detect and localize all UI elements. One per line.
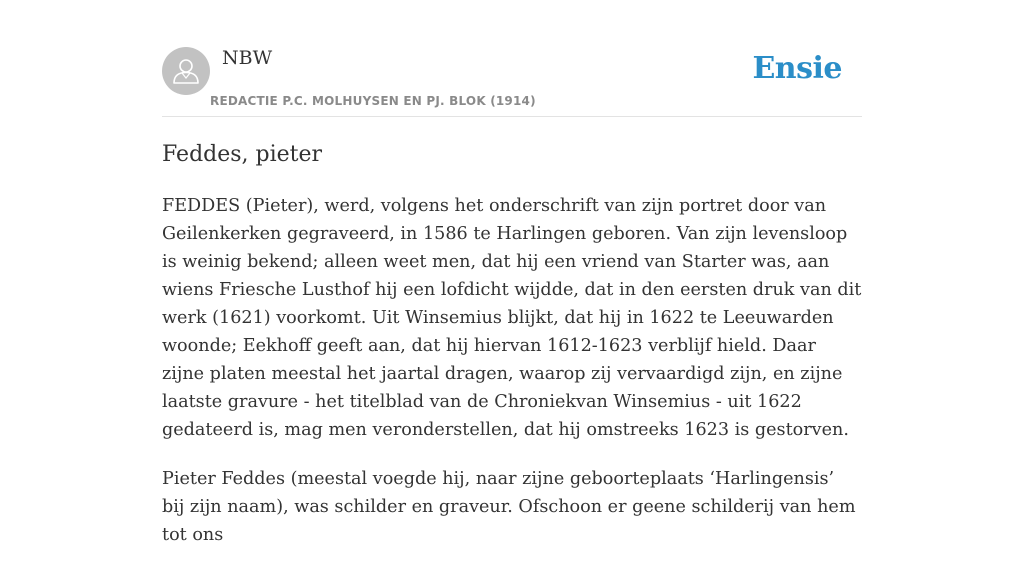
source-name[interactable]: NBW — [222, 47, 273, 69]
article-paragraph-2: Pieter Feddes (meestal voegde hij, naar zijne geboorteplaats ‘Harlingensis’ bij zijn naam), was schilder en graveur. Ofschoon er geene schilderij van hem tot ons — [162, 469, 856, 545]
source-avatar[interactable] — [162, 47, 210, 95]
article-body — [162, 192, 862, 570]
article-paragraph-1: FEDDES (Pieter), werd, volgens het onderschrift van zijn portret door van Geilenkerken gegraveerd, in 1586 te Harlingen geboren. Van zijn levensloop is weinig bekend; alleen weet men, dat hij een vriend van Starter was, aan wiens Friesche Lusthof hij een lofdicht wijdde, dat in den eersten druk van dit werk (1621) voorkomt. Uit Winsemius blijkt, dat hij in 1622 te Leeuwarden woonde; Eekhoff geeft aan, dat hij hiervan 1612-1623 verblijf hield. Daar zijne platen meestal het jaartal dragen, waarop zij vervaardigd zijn, en zijne laatste gravure - het titelblad van de Chroniekvan Winsemius - uit 1622 gedateerd is, mag men veronderstellen, dat hij omstreeks 1623 is gestorven. — [162, 196, 862, 440]
source-meta: REDACTIE P.C. MOLHUYSEN EN PJ. BLOK (1914) — [210, 94, 536, 108]
user-silhouette-icon — [162, 47, 210, 95]
source-header — [162, 0, 862, 117]
ensie-logo[interactable]: Ensie — [752, 51, 842, 86]
article-title: Feddes, pieter — [162, 142, 323, 167]
